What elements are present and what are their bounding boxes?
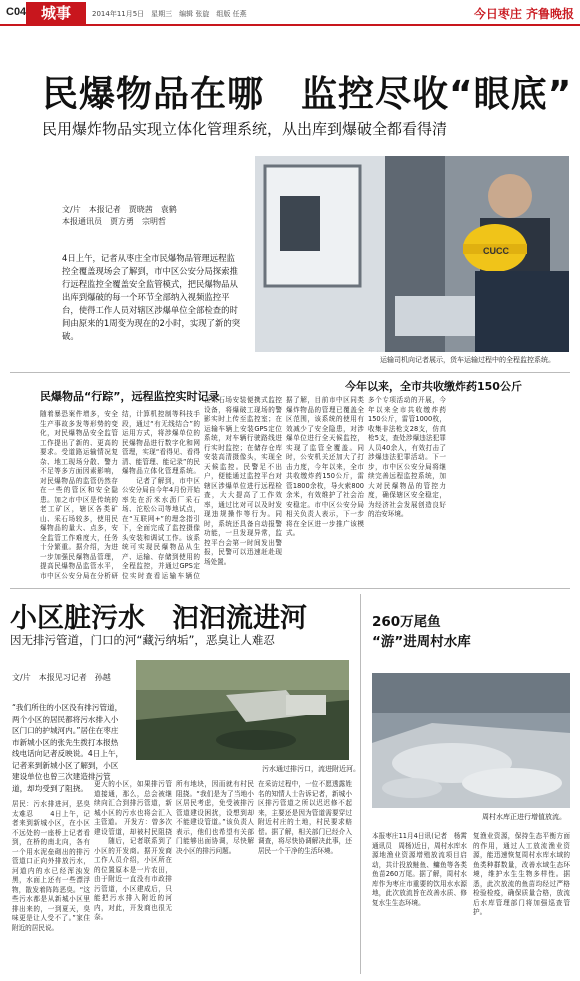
story2-byline: 文/片 本报见习记者 孙越: [12, 673, 111, 682]
story1-column-5: 多个专项活动的开展，今年以来全市共收缴炸药150公斤，雷管1000枚，收集非法枪支28支，仿真枪5支，查处涉爆违法犯罪人员40余人，有效打击了涉爆违法犯罪活动。下一步，市中区公安分局将继续完善远程监控系统，加大对民爆物品的管控力度，确保辖区安全稳定，为经济社会发展创造良好的治安环境。: [368, 396, 446, 518]
truck-cab-photo-illustration: [255, 156, 569, 352]
page-number: C04: [6, 6, 27, 18]
story2-column-1: 居民：污水排进河，恶臭太难忍 4日上午，记者来到新城小区，在小区不远处的一座桥上记者看到，在桥的南北向，各有一个用水泥垒砌出的排污管道口正向外排放污水，河道内的水已经浑浊发黑，水面上还有一些漂浮物，散发着阵阵恶臭。“这些污水都是从新城小区里排出来的，一到夏天，臭味更是让人受不了。”家住附近的居民说。: [12, 800, 90, 932]
helmet-text: CUCC: [483, 246, 509, 256]
section-label: 城事: [26, 2, 86, 24]
story2-lead: “我们所住的小区没有排污管道，两个小区的居民都将污水排入小区门口的护城河内。”居住在枣庄市新城小区的张先生拨打本报热线电话向记者反映说。4日上午，记者来到新城小区了解到，小区建设单位也曾三次建造排污管道，却均受到了阻挠。: [12, 703, 124, 793]
story3-headline: 260万尾鱼 “游”进周村水库: [372, 614, 471, 650]
story1-lead: 4日上午，记者从枣庄全市民爆物品管理远程监控全覆盖现场会了解到，市中区公安分局探索推行远程监控全覆盖安全监管模式，把民爆物品从出库到爆破的每一个环节全部纳入视频监控平台，使得工作人员对辖区涉爆单位全部检查的时间由原来的1周变为现在的2小时，实现了新的突破。: [62, 253, 241, 341]
story3-photo: [372, 673, 570, 808]
fish-release-photo-illustration: [372, 673, 570, 808]
divider: [10, 372, 570, 373]
column-divider: [360, 594, 361, 974]
story1-photo: [255, 156, 569, 352]
story1-byline: 文/片 本报记者 贾晓茜 袁鹤 本报通讯员 贾方勇 宗明哲: [62, 205, 177, 226]
story1-subheadline: 民用爆炸物品实现立体化管理系统，从出库到爆破全都看得清: [42, 120, 448, 138]
story3-photo-caption: 周村水库正进行增值放流。: [482, 813, 566, 821]
story3-column-2: 复渔业资源，保持生态平衡方面的作用，通过人工放流渔业资源，能迅速恢复周村水库水域的鱼类种群数量，改善水域生态环境，维护水生生物多样性。据悉，此次放流的鱼苗均经过严格检验检疫，确保质量合格，放流后水库管理部门将加强巡查管护。: [473, 832, 570, 916]
story1-headline: 民爆物品在哪 监控尽收“眼底”: [42, 74, 573, 115]
story2-column-3: 所有地块，因而就有村民阻挠。“我们是为了当地小区居民考虑，免受被排污管道建设困扰，设想到却不能建设管道。”该负责人表示，他们也希望有关部门能够出面协调，尽快解决小区的排污问题。: [176, 780, 254, 855]
story2-photo-caption: 污水通过排污口，流进附近河。: [262, 765, 360, 773]
story2-subheadline: 因无排污管道，门口的河“藏污纳垢”，恶臭让人难忍: [10, 633, 275, 647]
river-outlet-photo-illustration: [136, 660, 349, 760]
story1-column-3: 在采石场安装便携式监控设备，将爆破工现场的警影实时上传至监控室；在运输车辆上安装GPS定位系统，对车辆行驶路线进行实时监控；在储存仓库安装高清摄像头，实现全天候监控。民警足不出户，便能通过监控平台对辖区涉爆单位进行远程检查，大大提高了工作效率，通过比对可以及时发现违规操作等行为。同时，系统还具备自动报警功能，一旦发现异常，监控平台会第一时间发出警报，民警可以迅速赶赴现场处置。: [204, 396, 282, 566]
story3-column-1: 本报枣庄11月4日讯(记者 杨霄 通讯员 周杨)近日，周村水库水源地渔业资源增殖放流项目启动，共计投放鲢鱼、鳙鱼等各类鱼苗260万尾。据了解，周村水库作为枣庄市重要的饮用水水源地，此次放流旨在改善水质、修复水生生态环境。: [372, 832, 467, 907]
story2-headline: 小区脏污水 汩汩流进河: [10, 603, 307, 634]
story1-subhead-b: 今年以来，全市共收缴炸药150公斤: [345, 380, 522, 393]
story1-column-1: 随着暴恐案件增多，安全生产事故多发等形势的变化，对民爆物品安全监管工作提出了新的、更高的要求。受道路运输情况复杂、地工现场分散、警力不足等多方面因素影响，对民爆物品的监管仍然存在一些的管区和安全隐患。加之市中区是传统的老工矿区，辖区各类矿山、采石场较多，使用民爆物品的量大、点多，安全监管工作难度大，任务十分繁重。据介绍，为进一步加强民爆物品管理，提高民爆物品监管水平，市中区公安分局在分析研: [40, 410, 118, 580]
story2-column-4: 在采访过程中，一位不愿透露姓名的知情人士告诉记者，新城小区排污管道之所以迟迟修不起来，主要还是因为管道需要穿过附近村庄的土地，村民要求赔偿。据了解，相关部门已经介入调查，将尽快协调解决此事，还居民一个干净的生活环境。: [258, 780, 352, 855]
story1-column-4: 据了解，目前市中区同类爆炸物品的管理已覆盖全区范围，该系统的使用有效减少了安全隐患，对涉爆单位进行全天候监控，实现了监管全覆盖。同时，公安机关还加大了打击力度，今年以来，全市共收缴炸药150公斤，雷管1800余枚，导火索800余米，有效维护了社会治安稳定。市中区公安分局相关负责人表示，下一步将在全区进一步推广该模式。: [286, 396, 364, 537]
story1-photo-caption: 运输司机向记者展示，货车运输过程中的全程监控系统。: [380, 356, 555, 364]
header-rule: [0, 24, 580, 26]
story2-column-2: 更大的小区，如果排污管道接通，那么，总会被继续向汇合到排污管道，新城小区的污水也将会汇入主管道。 开发方：曾多次建设管道，却被村民阻挠 随后，记者联系到了小区的开发商。据开发商工作人员介绍，小区所在的位置原本是一片农田，由于附近一直没有市政排污管道，小区建成后，只能把污水排入附近的河内，对此，开发商也很无奈。: [94, 780, 172, 921]
story1-column-2: 结，计算机控制等科技手段，通过“有无线结合”的运用方式，将涉爆单位的民爆物品进行数字化和网管理，实现“看得见、看得清、能管理、能记录”的民爆物品立体化管理系统。 记者了解到，市中区公安分局自今年4月份开始率先在沂米水沥厂采石场、沱松公司等地试点，在“互联网+”的理念指引下，全面完成了监控摄像头安装和调试工作。该系统可实现民爆物品从生产、运输、存储到使用的全程监控，并通过GPS定位实时查看运输车辆位: [122, 410, 200, 580]
date-line: 2014年11月5日 星期三 编辑 张旋 组版 任燕: [92, 10, 247, 18]
story1-subhead-a: 民爆物品“行踪”，远程监控实时记录: [40, 390, 220, 403]
newspaper-brand: 今日枣庄 齐鲁晚报: [473, 7, 574, 21]
story2-photo: [136, 660, 349, 760]
story1-column-6: [450, 396, 570, 580]
divider: [10, 588, 570, 589]
